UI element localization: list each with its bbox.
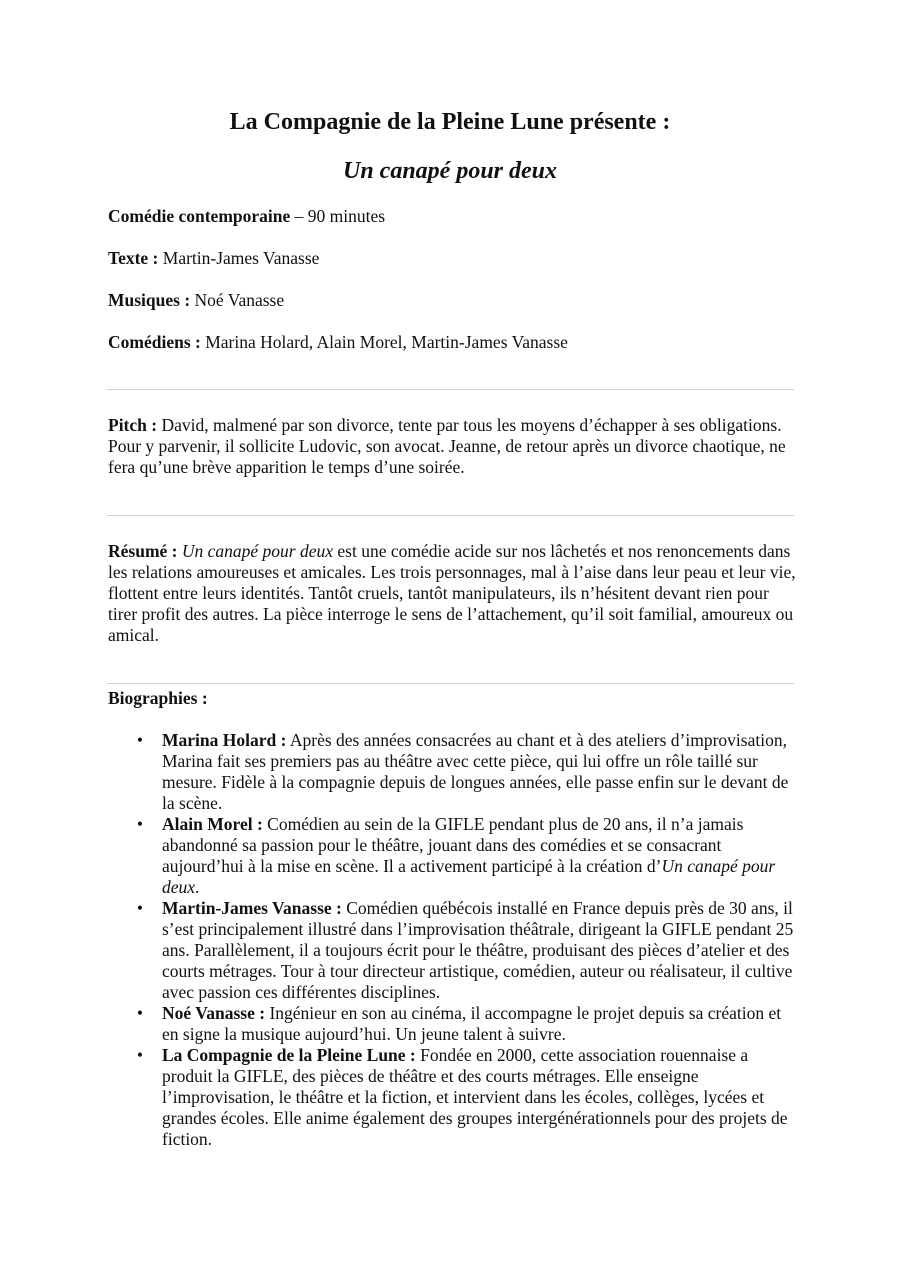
biographies-heading: Biographies : [108,688,208,708]
bullet-icon: • [136,730,144,750]
text-label: Texte : [108,248,159,268]
bullet-icon: • [136,1003,144,1023]
text-value: Martin-James Vanasse [158,248,320,268]
bio-text: Comédien québécois installé en France depuis près de 30 ans, il s’est principalement illustré dans l’improvisation théâtrale, dirigeant la GIFLE pendant 25 ans. Parallèlement, il a toujours écrit pour le théâtre, produisant des pièces d’atelier et des courts métrages. Tour à tour directeur artistique, comédien, auteur ou réalisateur, il cultive avec passion ces différentes disciplines. [162,898,794,1002]
biographies-list [136,730,794,1150]
summary-play-title: Un canapé pour deux [181,541,334,561]
bio-item-alain-morel [136,814,794,898]
music-line [108,289,798,311]
music-value: Noé Vanasse [190,290,285,310]
bio-item-noe-vanasse [136,1003,794,1045]
summary-text: est une comédie acide sur nos lâchetés et nos renoncements dans les relations amoureuses et amicales. Les trois personnages, mal à l’aise dans leur peau et leur vie, flottent entre leurs identités. Tantôt cruels, tantôt manipulateurs, ils n’hésitent devant rien pour tirer profit des autres. La pièce interroge le sens de l’attachement, qu’il soit familial, amoureux ou amical. [108,541,796,645]
genre-line [108,205,798,227]
text-line [108,247,798,269]
bio-name: La Compagnie de la Pleine Lune : [162,1045,416,1065]
bio-text: Après des années consacrées au chant et à des ateliers d’improvisation, Marina fait ses premiers pas au théâtre avec cette pièce, qui lui offre un rôle taillé sur mesure. Fidèle à la compagnie depuis de longues années, elle passe enfin sur le devant de la scène. [162,730,789,813]
actors-line [108,331,798,353]
bio-text-tail: . [195,877,200,897]
actors-value: Marina Holard, Alain Morel, Martin-James Vanasse [200,332,568,352]
divider [107,683,794,684]
bio-name: Noé Vanasse : [162,1003,266,1023]
bio-name: Alain Morel : [162,814,263,834]
actors-label: Comédiens : [108,332,201,352]
genre-value: – 90 minutes [290,206,386,226]
bullet-icon: • [136,1045,144,1065]
page-title: La Compagnie de la Pleine Lune présente : [229,109,671,135]
music-label: Musiques : [108,290,191,310]
divider [107,389,794,390]
play-title: Un canapé pour deux [342,158,558,184]
bio-text: Comédien au sein de la GIFLE pendant plus de 20 ans, il n’a jamais abandonné sa passion pour le théâtre, jouant dans des comédies et se consacrant aujourd’hui à la mise en scène. Il a activement participé à la création d’ [162,814,744,876]
pitch-label: Pitch : [108,415,158,435]
bio-item-marina-holard [136,730,794,814]
pitch-text: David, malmené par son divorce, tente par tous les moyens d’échapper à ses obligations. Pour y parvenir, il sollicite Ludovic, son avocat. Jeanne, de retour après un divorce chaotique, ne fera qu’une brève apparition le temps d’une soirée. [108,415,786,477]
pitch-paragraph [108,415,798,478]
bio-item-martin-james-vanasse [136,898,794,1003]
divider [107,515,794,516]
bullet-icon: • [136,814,144,834]
genre-label: Comédie contemporaine [108,206,291,226]
bio-text: Ingénieur en son au cinéma, il accompagne le projet depuis sa création et en signe la musique aujourd’hui. Un jeune talent à suivre. [162,1003,782,1044]
summary-paragraph [108,541,798,646]
bio-item-compagnie-pleine-lune [136,1045,794,1150]
bullet-icon: • [136,898,144,918]
bio-name: Martin-James Vanasse : [162,898,342,918]
bio-name: Marina Holard : [162,730,287,750]
bio-play-title: Un canapé pour deux [162,856,776,897]
summary-label: Résumé : [108,541,178,561]
bio-text: Fondée en 2000, cette association rouennaise a produit la GIFLE, des pièces de théâtre et des courts métrages. Elle enseigne l’improvisation, le théâtre et la fiction, et intervient dans les écoles, collèges, lycées et grandes écoles. Elle anime également des groupes intergénérationnels pour des projets de fiction. [162,1045,788,1149]
